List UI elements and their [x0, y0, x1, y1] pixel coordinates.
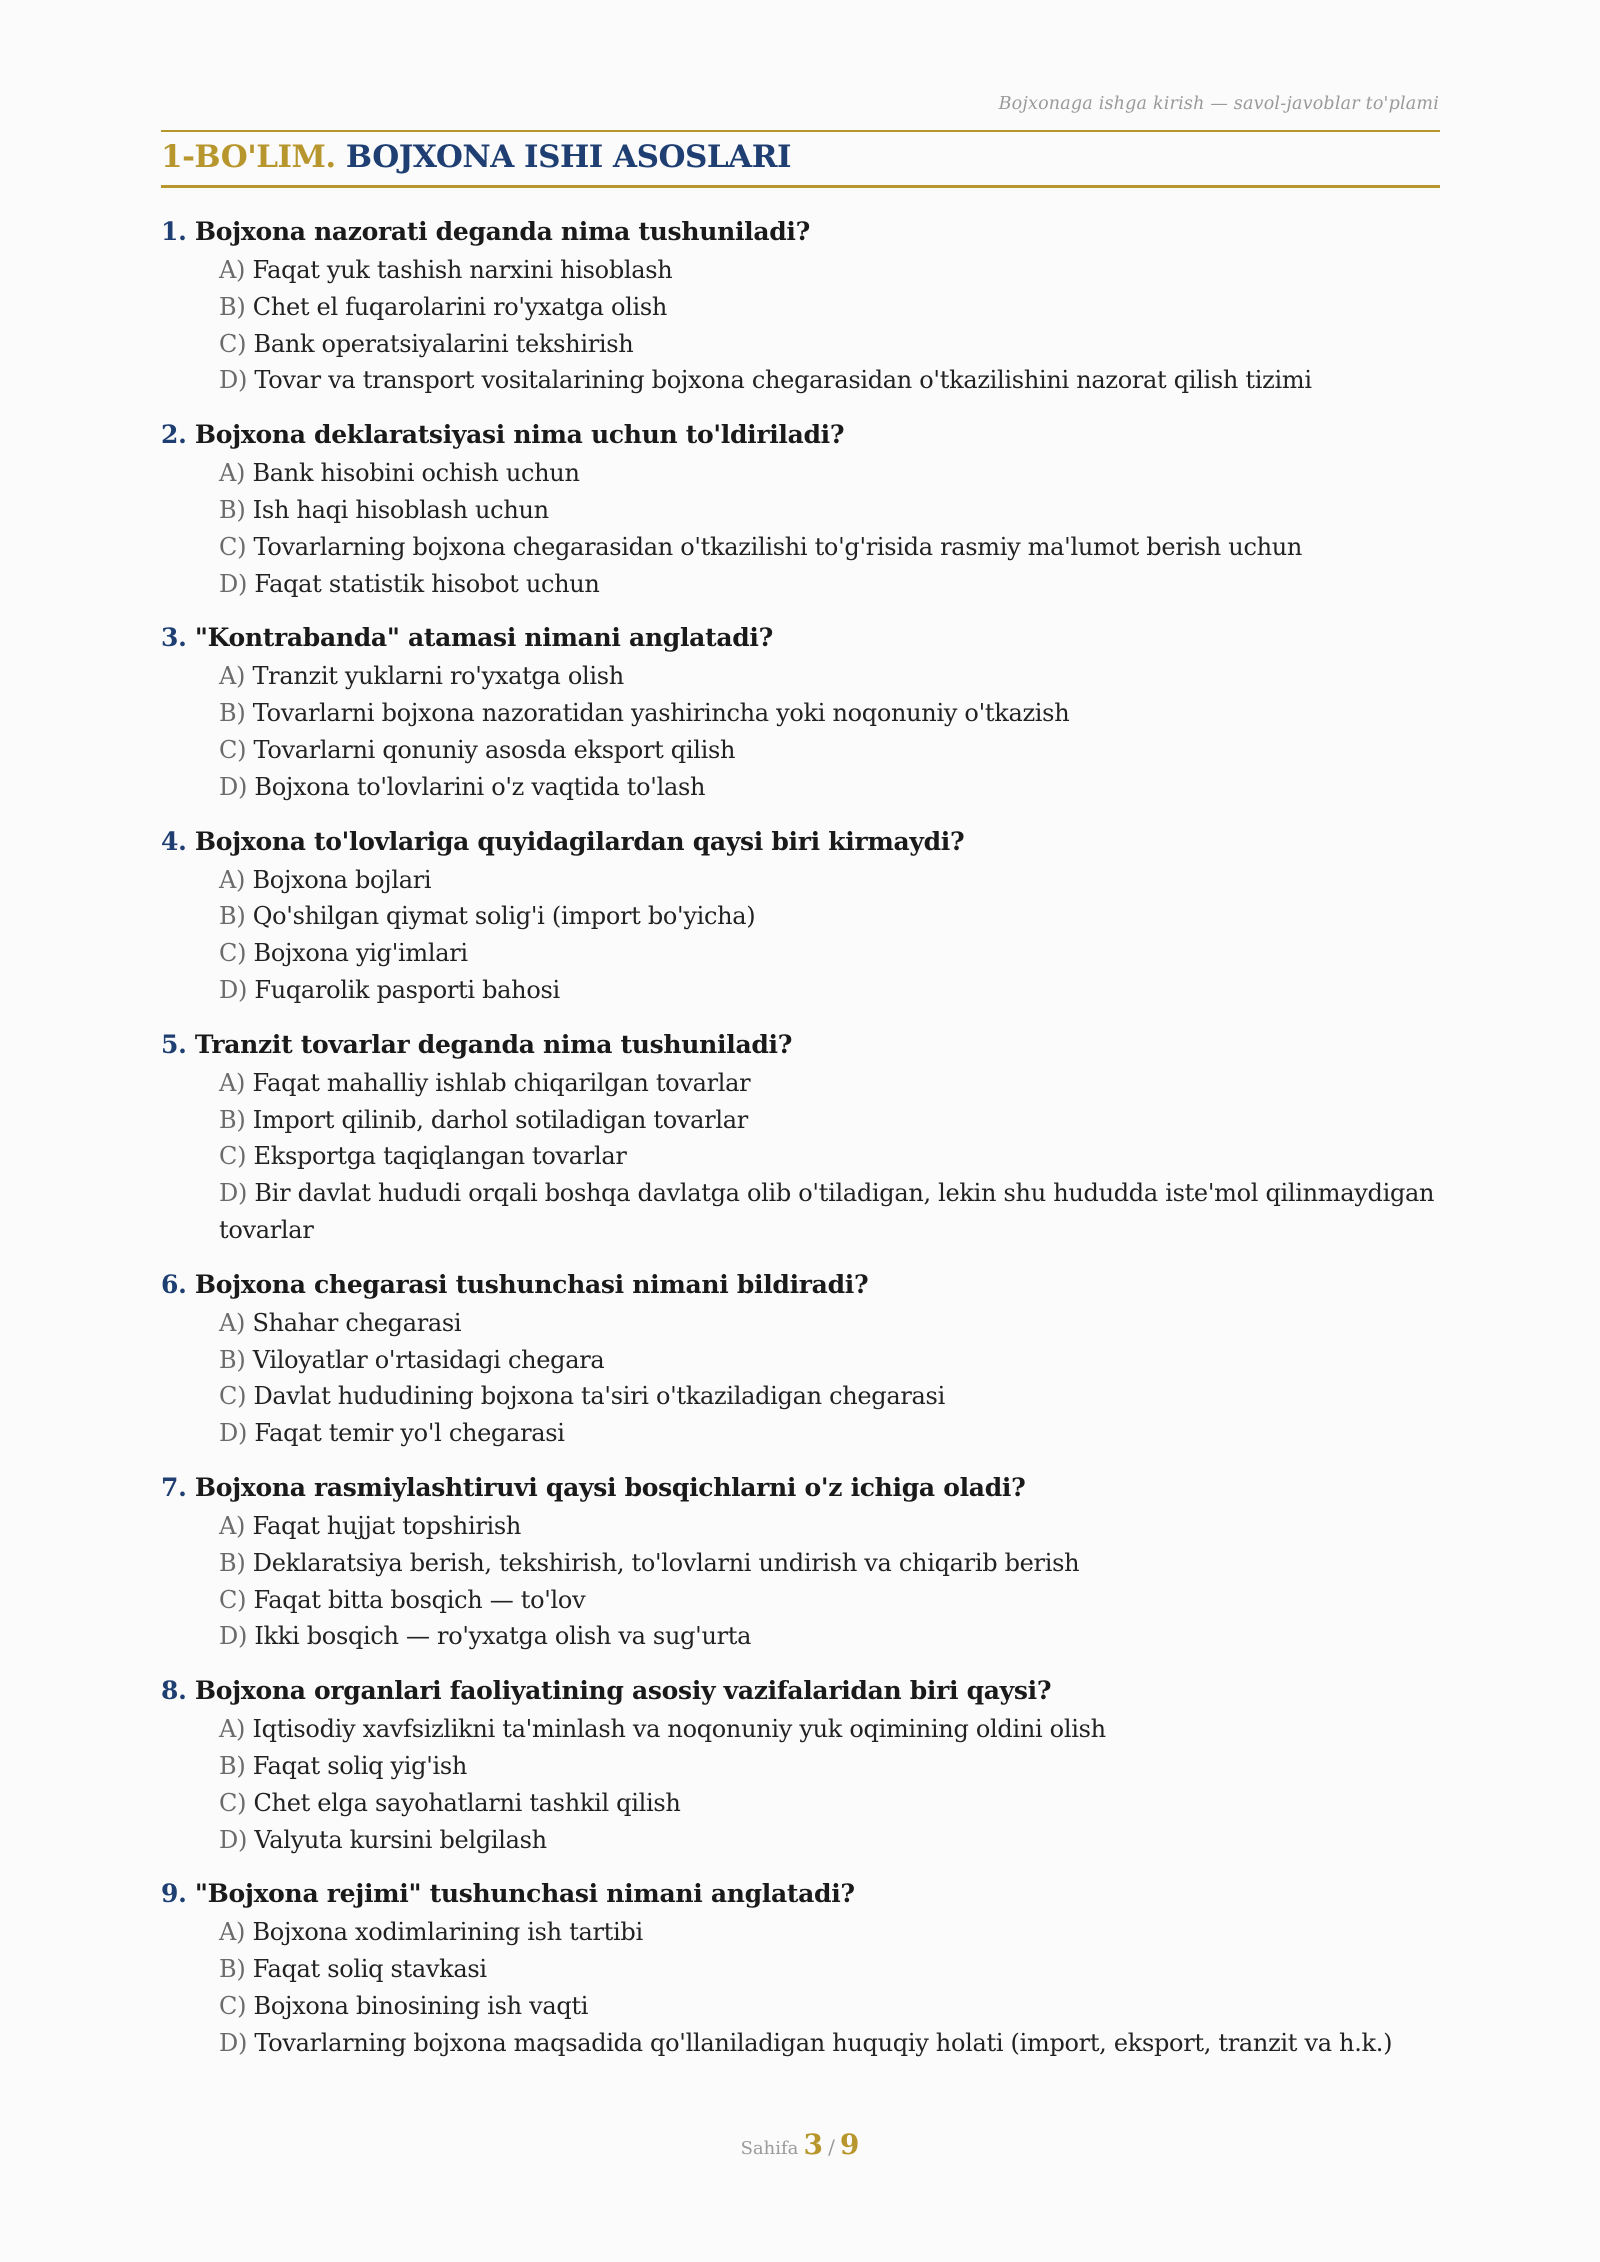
- question-line: [161, 212, 1440, 252]
- option-letter: D): [219, 1419, 248, 1448]
- question-line: [161, 1025, 1440, 1065]
- option-text: Iqtisodiy xavfsizlikni ta'minlash va noqonuniy yuk oqimining oldini olish: [252, 1715, 1106, 1744]
- option-text: Faqat soliq yig'ish: [252, 1751, 468, 1780]
- option-text: Viloyatlar o'rtasidagi chegara: [252, 1345, 605, 1374]
- option-letter: C): [219, 939, 247, 968]
- option-letter: A): [219, 1068, 246, 1097]
- answer-options: [219, 1914, 1440, 2061]
- option-letter: A): [219, 1308, 246, 1337]
- option-letter: C): [219, 1788, 247, 1817]
- option-text: Faqat yuk tashish narxini hisoblash: [252, 256, 673, 284]
- question-item: [161, 415, 1440, 602]
- running-header: Bojxonaga ishga kirish — savol-javoblar to'plami: [998, 94, 1439, 114]
- answer-options: [219, 862, 1440, 1009]
- question-number: 2.: [161, 420, 187, 450]
- option-text: Bank operatsiyalarini tekshirish: [253, 329, 634, 358]
- option-text: Davlat hududining bojxona ta'siri o'tkaziladigan chegarasi: [253, 1382, 945, 1411]
- option-text: Faqat soliq stavkasi: [252, 1955, 487, 1984]
- option-text: Import qilinib, darhol sotiladigan tovarlar: [252, 1105, 748, 1134]
- question-item: [161, 1468, 1440, 1655]
- question-text: Bojxona deklaratsiyasi nima uchun to'ldiriladi?: [194, 420, 845, 450]
- option-letter: A): [219, 459, 246, 488]
- option-letter: A): [219, 1715, 246, 1744]
- option-text: Shahar chegarasi: [252, 1308, 462, 1337]
- option-text: Faqat mahalliy ishlab chiqarilgan tovarlar: [252, 1068, 751, 1097]
- option-text: Tovarlarni qonuniy asosda eksport qilish: [253, 735, 736, 764]
- page-label: Sahifa: [740, 2138, 799, 2159]
- option-letter: C): [219, 329, 247, 358]
- option-text: Valyuta kursini belgilash: [254, 1825, 547, 1854]
- option-letter: D): [219, 772, 248, 801]
- question-line: [161, 415, 1440, 455]
- option-letter: A): [219, 865, 246, 894]
- answer-option: [219, 769, 1440, 806]
- answer-option: [219, 1378, 1440, 1415]
- question-number: 3.: [161, 623, 187, 653]
- option-text: Chet el fuqarolarini ro'yxatga olish: [252, 292, 668, 321]
- option-letter: B): [219, 292, 246, 321]
- option-text: Ish haqi hisoblash uchun: [252, 495, 549, 524]
- answer-option: [219, 252, 1440, 289]
- question-item: [161, 1874, 1440, 2061]
- question-text: Tranzit tovarlar deganda nima tushuniladi?: [194, 1029, 793, 1059]
- answer-option: [219, 289, 1440, 326]
- option-text: Bojxona yig'imlari: [253, 939, 468, 968]
- question-line: [161, 1468, 1440, 1508]
- question-number: 6.: [161, 1269, 187, 1299]
- option-letter: B): [219, 1751, 246, 1780]
- answer-option: [219, 695, 1440, 732]
- answer-option: [219, 1748, 1440, 1785]
- option-letter: B): [219, 699, 246, 728]
- answer-option: [219, 1065, 1440, 1102]
- answer-option: [219, 1618, 1440, 1655]
- answer-option: [219, 1822, 1440, 1859]
- section-name: BOJXONA ISHI ASOSLARI: [345, 139, 791, 175]
- question-number: 5.: [161, 1029, 187, 1059]
- section-title: [161, 134, 791, 180]
- option-letter: C): [219, 1382, 247, 1411]
- answer-option: [219, 1582, 1440, 1619]
- question-number: 1.: [161, 217, 187, 246]
- page-footer: [0, 2128, 1600, 2161]
- answer-option: [219, 1785, 1440, 1822]
- question-text: Bojxona rasmiylashtiruvi qaysi bosqichlarni o'z ichiga oladi?: [194, 1472, 1026, 1502]
- page-separator: /: [828, 2135, 835, 2159]
- option-letter: B): [219, 902, 246, 931]
- answer-option: [219, 658, 1440, 695]
- option-text: Bojxona binosining ish vaqti: [253, 1991, 589, 2020]
- answer-option: [219, 1342, 1440, 1379]
- answer-options: [219, 1065, 1440, 1249]
- section-number: 1-BO'LIM.: [161, 139, 336, 175]
- current-page-number: 3: [803, 2128, 823, 2161]
- question-number: 8.: [161, 1676, 187, 1706]
- option-letter: D): [219, 1179, 248, 1208]
- option-text: Tranzit yuklarni ro'yxatga olish: [252, 662, 624, 691]
- option-text: Faqat statistik hisobot uchun: [254, 569, 600, 598]
- option-text: Faqat temir yo'l chegarasi: [254, 1419, 565, 1448]
- answer-option: [219, 898, 1440, 935]
- answer-option: [219, 1545, 1440, 1582]
- answer-option: [219, 1138, 1440, 1175]
- question-number: 7.: [161, 1472, 187, 1502]
- question-text: Bojxona chegarasi tushunchasi nimani bildiradi?: [194, 1269, 869, 1299]
- option-letter: D): [219, 1622, 248, 1651]
- option-text: Tovar va transport vositalarining bojxona chegarasidan o'tkazilishini nazorat qilish tizimi: [254, 366, 1312, 395]
- question-text: Bojxona nazorati deganda nima tushuniladi?: [194, 217, 810, 246]
- option-letter: C): [219, 1585, 247, 1614]
- option-text: Qo'shilgan qiymat solig'i (import bo'yicha): [252, 902, 756, 931]
- answer-options: [219, 455, 1440, 602]
- question-text: "Kontrabanda" atamasi nimani anglatadi?: [194, 623, 773, 653]
- option-letter: B): [219, 1548, 246, 1577]
- option-text: Tovarlarning bojxona maqsadida qo'llaniladigan huquqiy holati (import, eksport, tranzit va h.k.): [254, 2028, 1393, 2057]
- question-text: "Bojxona rejimi" tushunchasi nimani anglatadi?: [194, 1879, 855, 1909]
- option-text: Bojxona bojlari: [252, 865, 432, 894]
- option-text: Bank hisobini ochish uchun: [252, 459, 580, 488]
- answer-option: [219, 455, 1440, 492]
- option-text: Eksportga taqiqlangan tovarlar: [253, 1142, 627, 1171]
- answer-option: [219, 1988, 1440, 2025]
- answer-option: [219, 1305, 1440, 1342]
- option-letter: C): [219, 735, 247, 764]
- option-letter: A): [219, 256, 246, 284]
- option-letter: D): [219, 975, 248, 1004]
- option-letter: C): [219, 1991, 247, 2020]
- question-list: [161, 212, 1440, 2077]
- question-item: [161, 212, 1440, 399]
- answer-options: [219, 252, 1440, 399]
- option-text: Faqat hujjat topshirish: [252, 1511, 522, 1540]
- answer-options: [219, 1711, 1440, 1858]
- answer-option: [219, 862, 1440, 899]
- option-letter: A): [219, 662, 246, 691]
- question-text: Bojxona organlari faoliyatining asosiy vazifalaridan biri qaysi?: [194, 1676, 1052, 1706]
- question-line: [161, 822, 1440, 862]
- question-item: [161, 1265, 1440, 1452]
- option-letter: C): [219, 1142, 247, 1171]
- option-text: Tovarlarning bojxona chegarasidan o'tkazilishi to'g'risida rasmiy ma'lumot berish uchun: [253, 532, 1303, 561]
- answer-option: [219, 1914, 1440, 1951]
- answer-option: [219, 492, 1440, 529]
- question-line: [161, 618, 1440, 658]
- option-letter: A): [219, 1511, 246, 1540]
- option-text: Tovarlarni bojxona nazoratidan yashirincha yoki noqonuniy o'tkazish: [252, 699, 1070, 728]
- option-text: Chet elga sayohatlarni tashkil qilish: [253, 1788, 681, 1817]
- option-text: Ikki bosqich — ro'yxatga olish va sug'urta: [254, 1622, 752, 1651]
- answer-options: [219, 1305, 1440, 1452]
- question-line: [161, 1671, 1440, 1711]
- answer-option: [219, 1508, 1440, 1545]
- question-item: [161, 618, 1440, 805]
- answer-option: [219, 362, 1440, 399]
- option-text: Bojxona xodimlarining ish tartibi: [252, 1918, 643, 1947]
- answer-option: [219, 1415, 1440, 1452]
- answer-option: [219, 326, 1440, 363]
- header-rule: [161, 130, 1440, 132]
- answer-option: [219, 935, 1440, 972]
- answer-option: [219, 972, 1440, 1009]
- answer-option: [219, 1711, 1440, 1748]
- answer-option: [219, 1102, 1440, 1139]
- total-pages-number: 9: [839, 2128, 860, 2161]
- option-letter: B): [219, 1955, 246, 1984]
- question-number: 9.: [161, 1879, 187, 1909]
- answer-option: [219, 732, 1440, 769]
- question-item: [161, 1025, 1440, 1249]
- question-line: [161, 1874, 1440, 1914]
- section-rule: [161, 185, 1440, 188]
- answer-option: [219, 566, 1440, 603]
- answer-option: [219, 2025, 1440, 2062]
- option-letter: B): [219, 1345, 246, 1374]
- answer-options: [219, 658, 1440, 805]
- question-text: Bojxona to'lovlariga quyidagilardan qaysi biri kirmaydi?: [194, 826, 965, 856]
- option-letter: C): [219, 532, 247, 561]
- option-letter: D): [219, 569, 248, 598]
- option-letter: D): [219, 2028, 248, 2057]
- answer-option: [219, 529, 1440, 566]
- option-text: Faqat bitta bosqich — to'lov: [253, 1585, 586, 1614]
- option-letter: D): [219, 366, 248, 395]
- option-text: Fuqarolik pasporti bahosi: [254, 975, 560, 1004]
- question-number: 4.: [161, 826, 187, 856]
- option-text: Bir davlat hududi orqali boshqa davlatga olib o'tiladigan, lekin shu hududda iste'mol qilinmaydigan tovarlar: [219, 1179, 1435, 1244]
- question-item: [161, 822, 1440, 1009]
- option-letter: B): [219, 495, 246, 524]
- option-text: Deklaratsiya berish, tekshirish, to'lovlarni undirish va chiqarib berish: [252, 1548, 1080, 1577]
- question-item: [161, 1671, 1440, 1858]
- answer-option: [219, 1951, 1440, 1988]
- option-letter: D): [219, 1825, 248, 1854]
- option-letter: A): [219, 1918, 246, 1947]
- option-text: Bojxona to'lovlarini o'z vaqtida to'lash: [254, 772, 706, 801]
- question-line: [161, 1265, 1440, 1305]
- option-letter: B): [219, 1105, 246, 1134]
- answer-option: [219, 1175, 1440, 1249]
- answer-options: [219, 1508, 1440, 1655]
